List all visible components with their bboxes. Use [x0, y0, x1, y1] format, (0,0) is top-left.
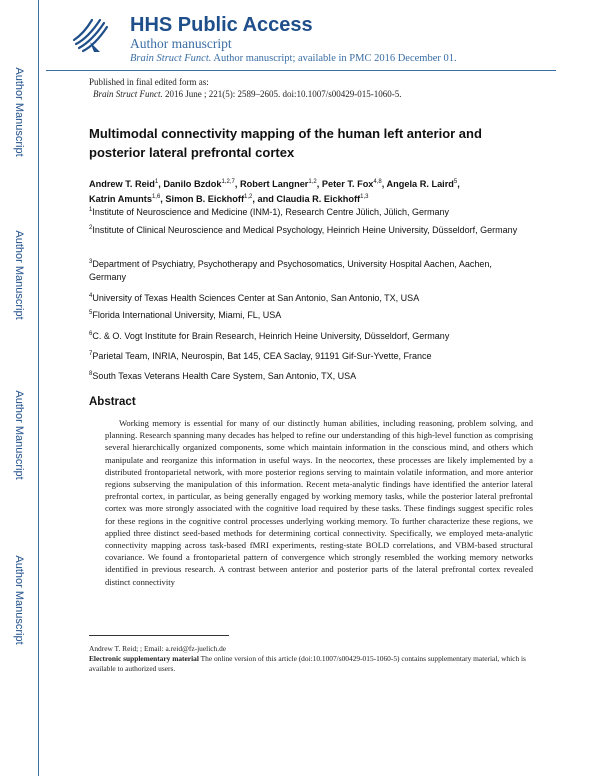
affiliation: $^4$University of Texas Health Sciences Center at San Antonio, San Antonio, TX, USA [89, 293, 420, 303]
footnote-contact: Andrew T. Reid; ; Email: a.reid@fz-juelich.de [89, 644, 227, 653]
affiliation: $^7$Parietal Team, INRIA, Neurospin, Bat 145, CEA Saclay, 91191 Gif-Sur-Yvette, France [89, 351, 432, 361]
footnote-esm-label: Electronic supplementary material [89, 654, 199, 663]
header-citation [130, 52, 590, 66]
header-divider [46, 70, 556, 71]
author: Angela R. Laird$^5$, [386, 179, 460, 189]
author: Robert Langner$^{1,2}$, [239, 179, 322, 189]
affiliation: $^6$C. & O. Vogt Institute for Brain Research, Heinrich Heine University, Düsseldorf, Germany [89, 331, 450, 341]
author: Katrin Amunts$^{1,6}$, [89, 194, 166, 204]
header-citation-journal: Brain Struct Funct. [130, 53, 212, 64]
publication-line1: Published in final edited form as: [89, 77, 209, 87]
header-title: HHS Public Access [130, 14, 313, 36]
affiliation: $^2$Institute of Clinical Neuroscience and Medical Psychology, Heinrich Heine University, Düsseldorf, Germany [89, 225, 518, 235]
footnotes [89, 644, 529, 674]
abstract-body: Working memory is essential for many of our distinctly human abilities, including reasoning, problem solving, and planning. Research spanning many decades has helped to refine our understanding of this high-level function as comprising several hierarchically organized components, some which maintain information in the conscious mind, and others which manipulate and reorganize this information in useful ways. In the neocortex, these processes are likely implemented by a distributed frontoparietal network, with more posterior regions serving to maintain volatile information, and more anterior regions subserving the manipulation of this information. Recent meta-analytic findings have identified the anterior lateral prefrontal cortex, in particular, as being generally engaged by working memory tasks, while the posterior lateral prefrontal cortex was more strongly associated with the cognitive load required by these tasks. These findings suggest specific roles for these regions in the cognitive control processes underlying working memory. To further characterize these regions, we applied three distinct seed-based methods for determining cortical connectivity. Specifically, we employed meta-analytic connectivity mapping across task-based fMRI experiments, resting-state BOLD correlations, and VBM-based structural covariance. We found a frontoparietal pattern of convergence which strongly resembled the working memory networks identified in previous research. A contrast between anterior and posterior parts of the lateral prefrontal cortex revealed distinct connectivity [105, 418, 533, 587]
header-subtitle: Author manuscript [130, 36, 232, 51]
affiliation: $^3$Department of Psychiatry, Psychotherapy and Psychosomatics, University Hospital Aachen, Aachen, Germany [89, 259, 492, 282]
author-list [89, 177, 549, 207]
author: Danilo Bzdok$^{1,2,7}$, [163, 179, 240, 189]
author: Andrew T. Reid$^1$, [89, 179, 164, 189]
abstract-heading: Abstract [89, 396, 136, 408]
header-text [130, 14, 590, 66]
affiliation: $^1$Institute of Neuroscience and Medicine (INM-1), Research Centre Jülich, Jülich, Germany [89, 207, 449, 217]
footnote-esm [89, 654, 529, 674]
author-manuscript-sidebar: Author Manuscript Author Manuscript Author Manuscript Author Manuscript [0, 0, 39, 776]
author: Claudia R. Eickhoff$^{1,3}$ [276, 194, 369, 204]
header-citation-rest: Author manuscript; available in PMC 2016 December 01. [211, 53, 457, 64]
footnote-divider [89, 635, 229, 636]
article-title: Multimodal connectivity mapping of the human left anterior and posterior lateral prefrontal cortex [89, 126, 482, 160]
hhs-eagle-logo-icon [70, 14, 112, 56]
publication-line2 [89, 88, 549, 100]
affiliation: $^8$South Texas Veterans Health Care System, San Antonio, TX, USA [89, 371, 357, 381]
publication-journal: Brain Struct Funct. [93, 89, 163, 99]
footnote-esm-text: The online version of this article (doi:10.1007/s00429-015-1060-5) contains supplementary material, which is available to authorized users. [89, 654, 526, 673]
publication-details: 2016 June ; 221(5): 2589–2605. doi:10.1007/s00429-015-1060-5. [162, 89, 402, 99]
author: Peter T. Fox$^{4,8}$, [321, 179, 387, 189]
affiliation: $^5$Florida International University, Miami, FL, USA [89, 310, 282, 320]
publication-info [89, 76, 549, 100]
author: Simon B. Eickhoff$^{1,2}$, and [165, 194, 277, 204]
